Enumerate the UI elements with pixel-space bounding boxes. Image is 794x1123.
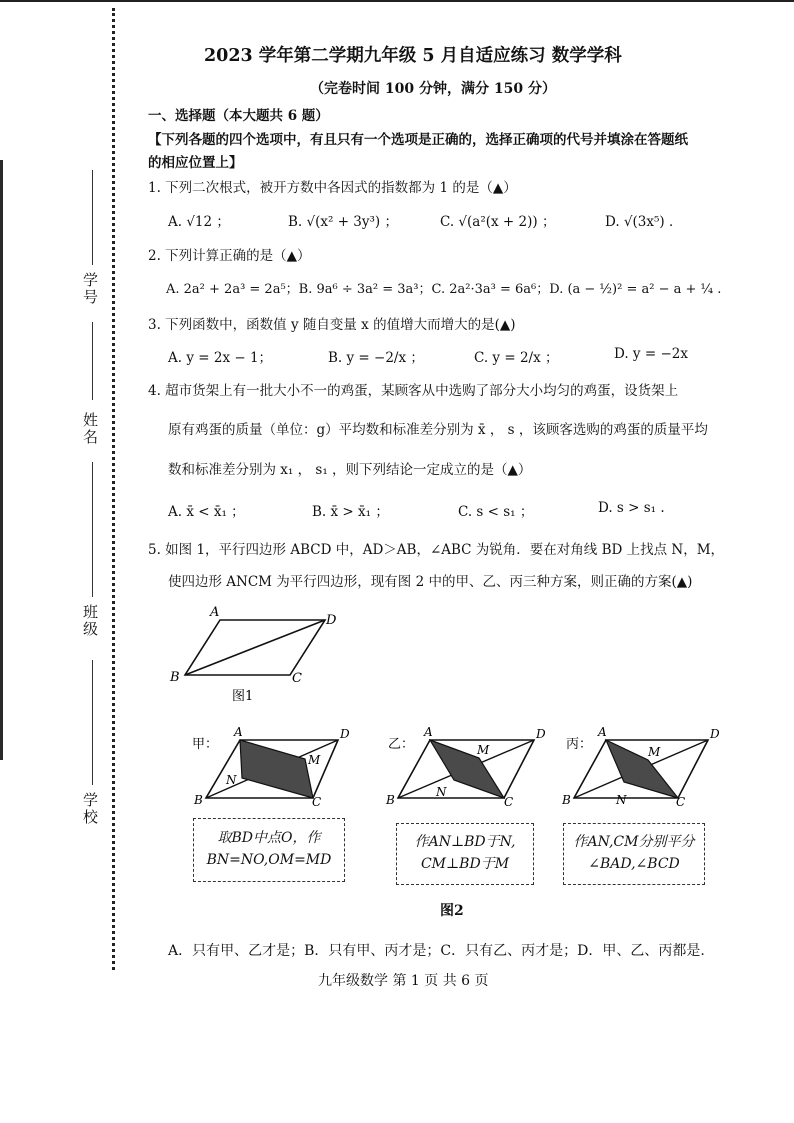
student-id-label: 学号 <box>81 272 99 306</box>
page-title: 2023 学年第二学期九年级 5 月自适应练习 数学学科 <box>204 46 622 66</box>
figure-2-caption: 图2 <box>440 903 464 919</box>
q4-option-a: A. x̄ < x̄₁ ； <box>168 504 245 520</box>
jia-label-d: D <box>340 727 350 741</box>
figure-1-parallelogram <box>160 600 360 710</box>
yi-label-c: C <box>504 795 514 809</box>
plan-jia-box <box>193 818 345 882</box>
student-id-underline <box>92 170 93 265</box>
bing-label-c: C <box>676 795 686 809</box>
q1-option-a: A. √12 ； <box>168 214 230 230</box>
q5-line-2: 使四边形 ANCM 为平行四边形，现有图 2 中的甲、乙、丙三种方案，则正确的方案(▲) <box>168 574 693 590</box>
q1-option-d: D. √(3x⁵) ． <box>605 214 683 230</box>
q1-option-c: C. √(a²(x + 2)) ； <box>440 214 556 230</box>
q4-option-b: B. x̄ > x̄₁ ； <box>312 504 389 520</box>
jia-label-m: M <box>308 753 321 767</box>
plan-jia-line-1: 取BD中点O，作 <box>217 830 321 846</box>
page-footer: 九年级数学 第 1 页 共 6 页 <box>318 973 489 989</box>
yi-label-m: M <box>477 743 490 757</box>
q3-option-b: B. y = −2/x ； <box>328 350 424 366</box>
section-instruction-1: 【下列各题的四个选项中，有且只有一个选项是正确的，选择正确项的代号并填涂在答题纸 <box>148 132 688 148</box>
jia-label-c: C <box>312 795 322 809</box>
figure-2-plan-yi <box>384 720 554 810</box>
figure-2-plan-jia <box>188 720 368 810</box>
q1-stem: 1. 下列二次根式，被开方数中各因式的指数都为 1 的是（▲） <box>148 180 517 196</box>
yi-label-a: A <box>424 725 433 739</box>
figure-2-plan-bing <box>562 720 742 810</box>
fig1-caption: 图1 <box>232 689 254 704</box>
page-subtitle: （完卷时间 100 分钟，满分 150 分） <box>310 81 556 97</box>
q4-line-2: 原有鸡蛋的质量（单位：g）平均数和标准差分别为 x̄ ， s ，该顾客选购的鸡蛋的质量平均 <box>168 422 708 438</box>
q2-stem: 2. 下列计算正确的是（▲） <box>148 248 311 264</box>
q3-option-c: C. y = 2/x ； <box>474 350 559 366</box>
q4-line-3: 数和标准差分别为 x₁ ， s₁ ，则下列结论一定成立的是（▲） <box>168 462 532 478</box>
q3-option-a: A. y = 2x − 1； <box>168 350 273 366</box>
bing-label-n: N <box>616 793 627 807</box>
plan-yi-line-2: CM⊥BD于M <box>420 856 510 872</box>
q4-option-c: C. s < s₁ ； <box>458 504 534 520</box>
fig1-label-d: D <box>326 613 337 628</box>
fig1-label-b: B <box>170 670 180 685</box>
jia-label-n: N <box>226 773 237 787</box>
q2-options: A. 2a² + 2a³ = 2a⁵；B. 9a⁶ ÷ 3a² = 3a³；C. 2a²·3a³ = 6a⁶；D. (a − ½)² = a² − a + ¼ . <box>166 282 722 297</box>
fig1-label-a: A <box>210 605 220 620</box>
plan-bing-name: 丙： <box>566 737 593 752</box>
yi-label-d: D <box>536 727 546 741</box>
q4-option-d: D. s > s₁ . <box>598 500 665 516</box>
q5-options: A．只有甲、乙才是；B．只有甲、丙才是；C．只有乙、丙才是；D．甲、乙、丙都是. <box>168 943 705 959</box>
q4-line-1: 4. 超市货架上有一批大小不一的鸡蛋，某顾客从中选购了部分大小均匀的鸡蛋，设货架上 <box>148 383 679 399</box>
plan-bing-line-2: ∠BAD,∠BCD <box>588 856 680 872</box>
plan-bing-box <box>563 823 705 885</box>
school-label: 学校 <box>81 792 99 826</box>
plan-jia-name: 甲： <box>192 737 219 752</box>
bing-label-m: M <box>648 745 661 759</box>
bing-label-a: A <box>598 725 607 739</box>
class-underline <box>92 462 93 597</box>
plan-yi-box <box>396 823 534 885</box>
plan-yi-line-1: 作AN⊥BD于N, <box>414 834 516 850</box>
q3-stem: 3. 下列函数中，函数值 y 随自变量 x 的值增大而增大的是(▲) <box>148 317 516 333</box>
section-instruction-2: 的相应位置上】 <box>148 155 243 171</box>
plan-jia-line-2: BN=NO,OM=MD <box>206 852 332 868</box>
bing-label-b: B <box>562 793 571 807</box>
yi-label-n: N <box>436 785 447 799</box>
school-underline <box>92 660 93 785</box>
q1-option-b: B. √(x² + 3y³) ； <box>288 214 398 230</box>
fig1-label-c: C <box>292 671 302 686</box>
plan-yi-name: 乙： <box>388 737 415 752</box>
section-heading: 一、选择题（本大题共 6 题） <box>148 108 329 124</box>
bing-label-d: D <box>710 727 720 741</box>
name-label: 姓名 <box>81 412 99 446</box>
plan-bing-line-1: 作AN,CM分别平分 <box>573 834 695 850</box>
jia-label-b: B <box>194 793 203 807</box>
scan-top-edge <box>0 0 794 2</box>
binding-dotted-line <box>112 8 115 970</box>
yi-label-b: B <box>386 793 395 807</box>
q3-option-d: D. y = −2x <box>614 346 688 362</box>
class-label: 班级 <box>81 604 99 638</box>
jia-label-a: A <box>234 725 243 739</box>
scan-left-edge <box>0 160 3 760</box>
name-underline <box>92 322 93 400</box>
q5-line-1: 5. 如图 1，平行四边形 ABCD 中，AD＞AB，∠ABC 为锐角．要在对角线 BD 上找点 N，M， <box>148 542 725 558</box>
